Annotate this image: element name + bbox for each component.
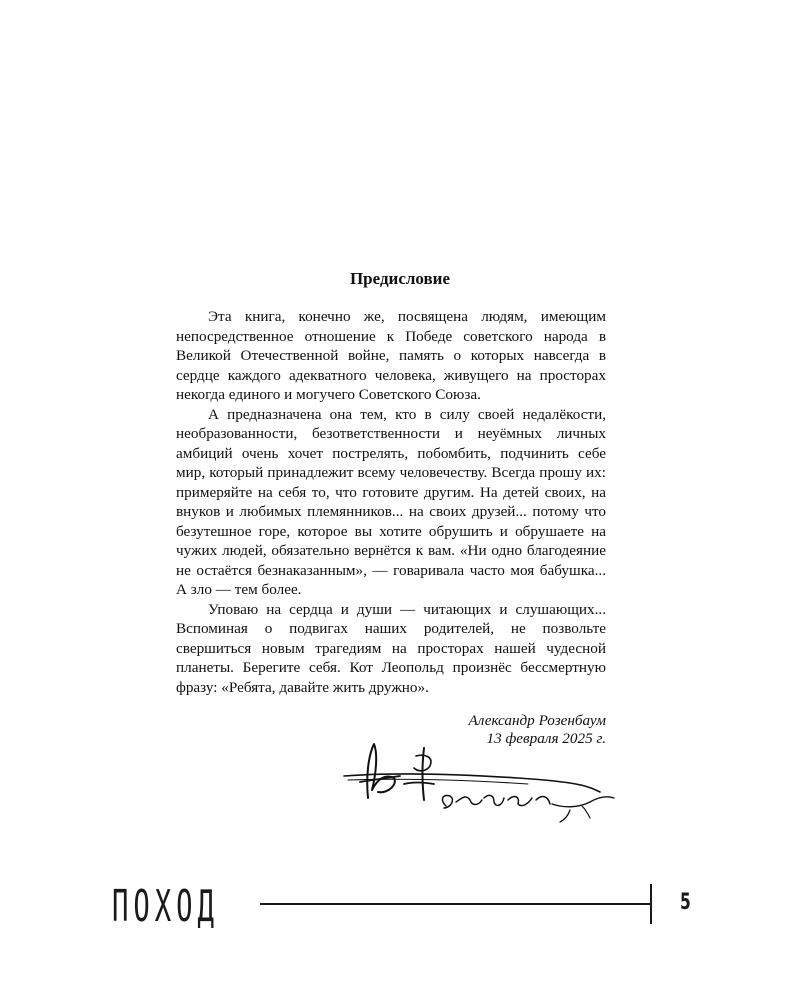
footer-rule (260, 903, 652, 905)
page-number: 5 (680, 890, 691, 915)
paragraph-3: Уповаю на сердца и души — читающих и слушающих... Вспоминая о подвигах наших родителей, не позвольте свершиться новым трагедиям на просторах нашей чудесной планеты. Берегите себя. Кот Леопольд произнёс бессмертную фразу: «Ребята, давайте жить дружно». (176, 600, 606, 696)
handwritten-signature (338, 738, 628, 830)
running-title: ПОХОД (112, 881, 219, 932)
paragraph-2: А предназначена она тем, кто в силу своей недалёкости, необразованности, безответственности и неуёмных личных амбиций очень хочет пострелять, побомбить, подчинить себе мир, который принадлежит всему человечеству. Всегда прошу их: примеряйте на себя то, что готовите другим. На детей своих, на внуков и любимых племянников... на своих друзей... потому что безутешное горе, которое вы хотите обрушить и обрушаете на чужих людей, обязательно вернётся к вам. «Ни одно благодеяние не остаётся безнаказанным», — говаривала часто моя бабушка... А зло — тем более. (176, 405, 606, 598)
footer-tick (650, 884, 652, 924)
author-name: Александр Розенбаум (468, 712, 606, 729)
preface-body (176, 307, 606, 697)
page-heading: Предисловие (349, 269, 451, 288)
paragraph-1: Эта книга, конечно же, посвящена людям, имеющим непосредственное отношение к Победе советского народа в Великой Отечественной войне, память о которых навсегда в сердце каждого адекватного человека, живущего на просторах некогда единого и могучего Советского Союза. (176, 308, 606, 403)
author-date: 13 февраля 2025 г. (486, 730, 606, 747)
